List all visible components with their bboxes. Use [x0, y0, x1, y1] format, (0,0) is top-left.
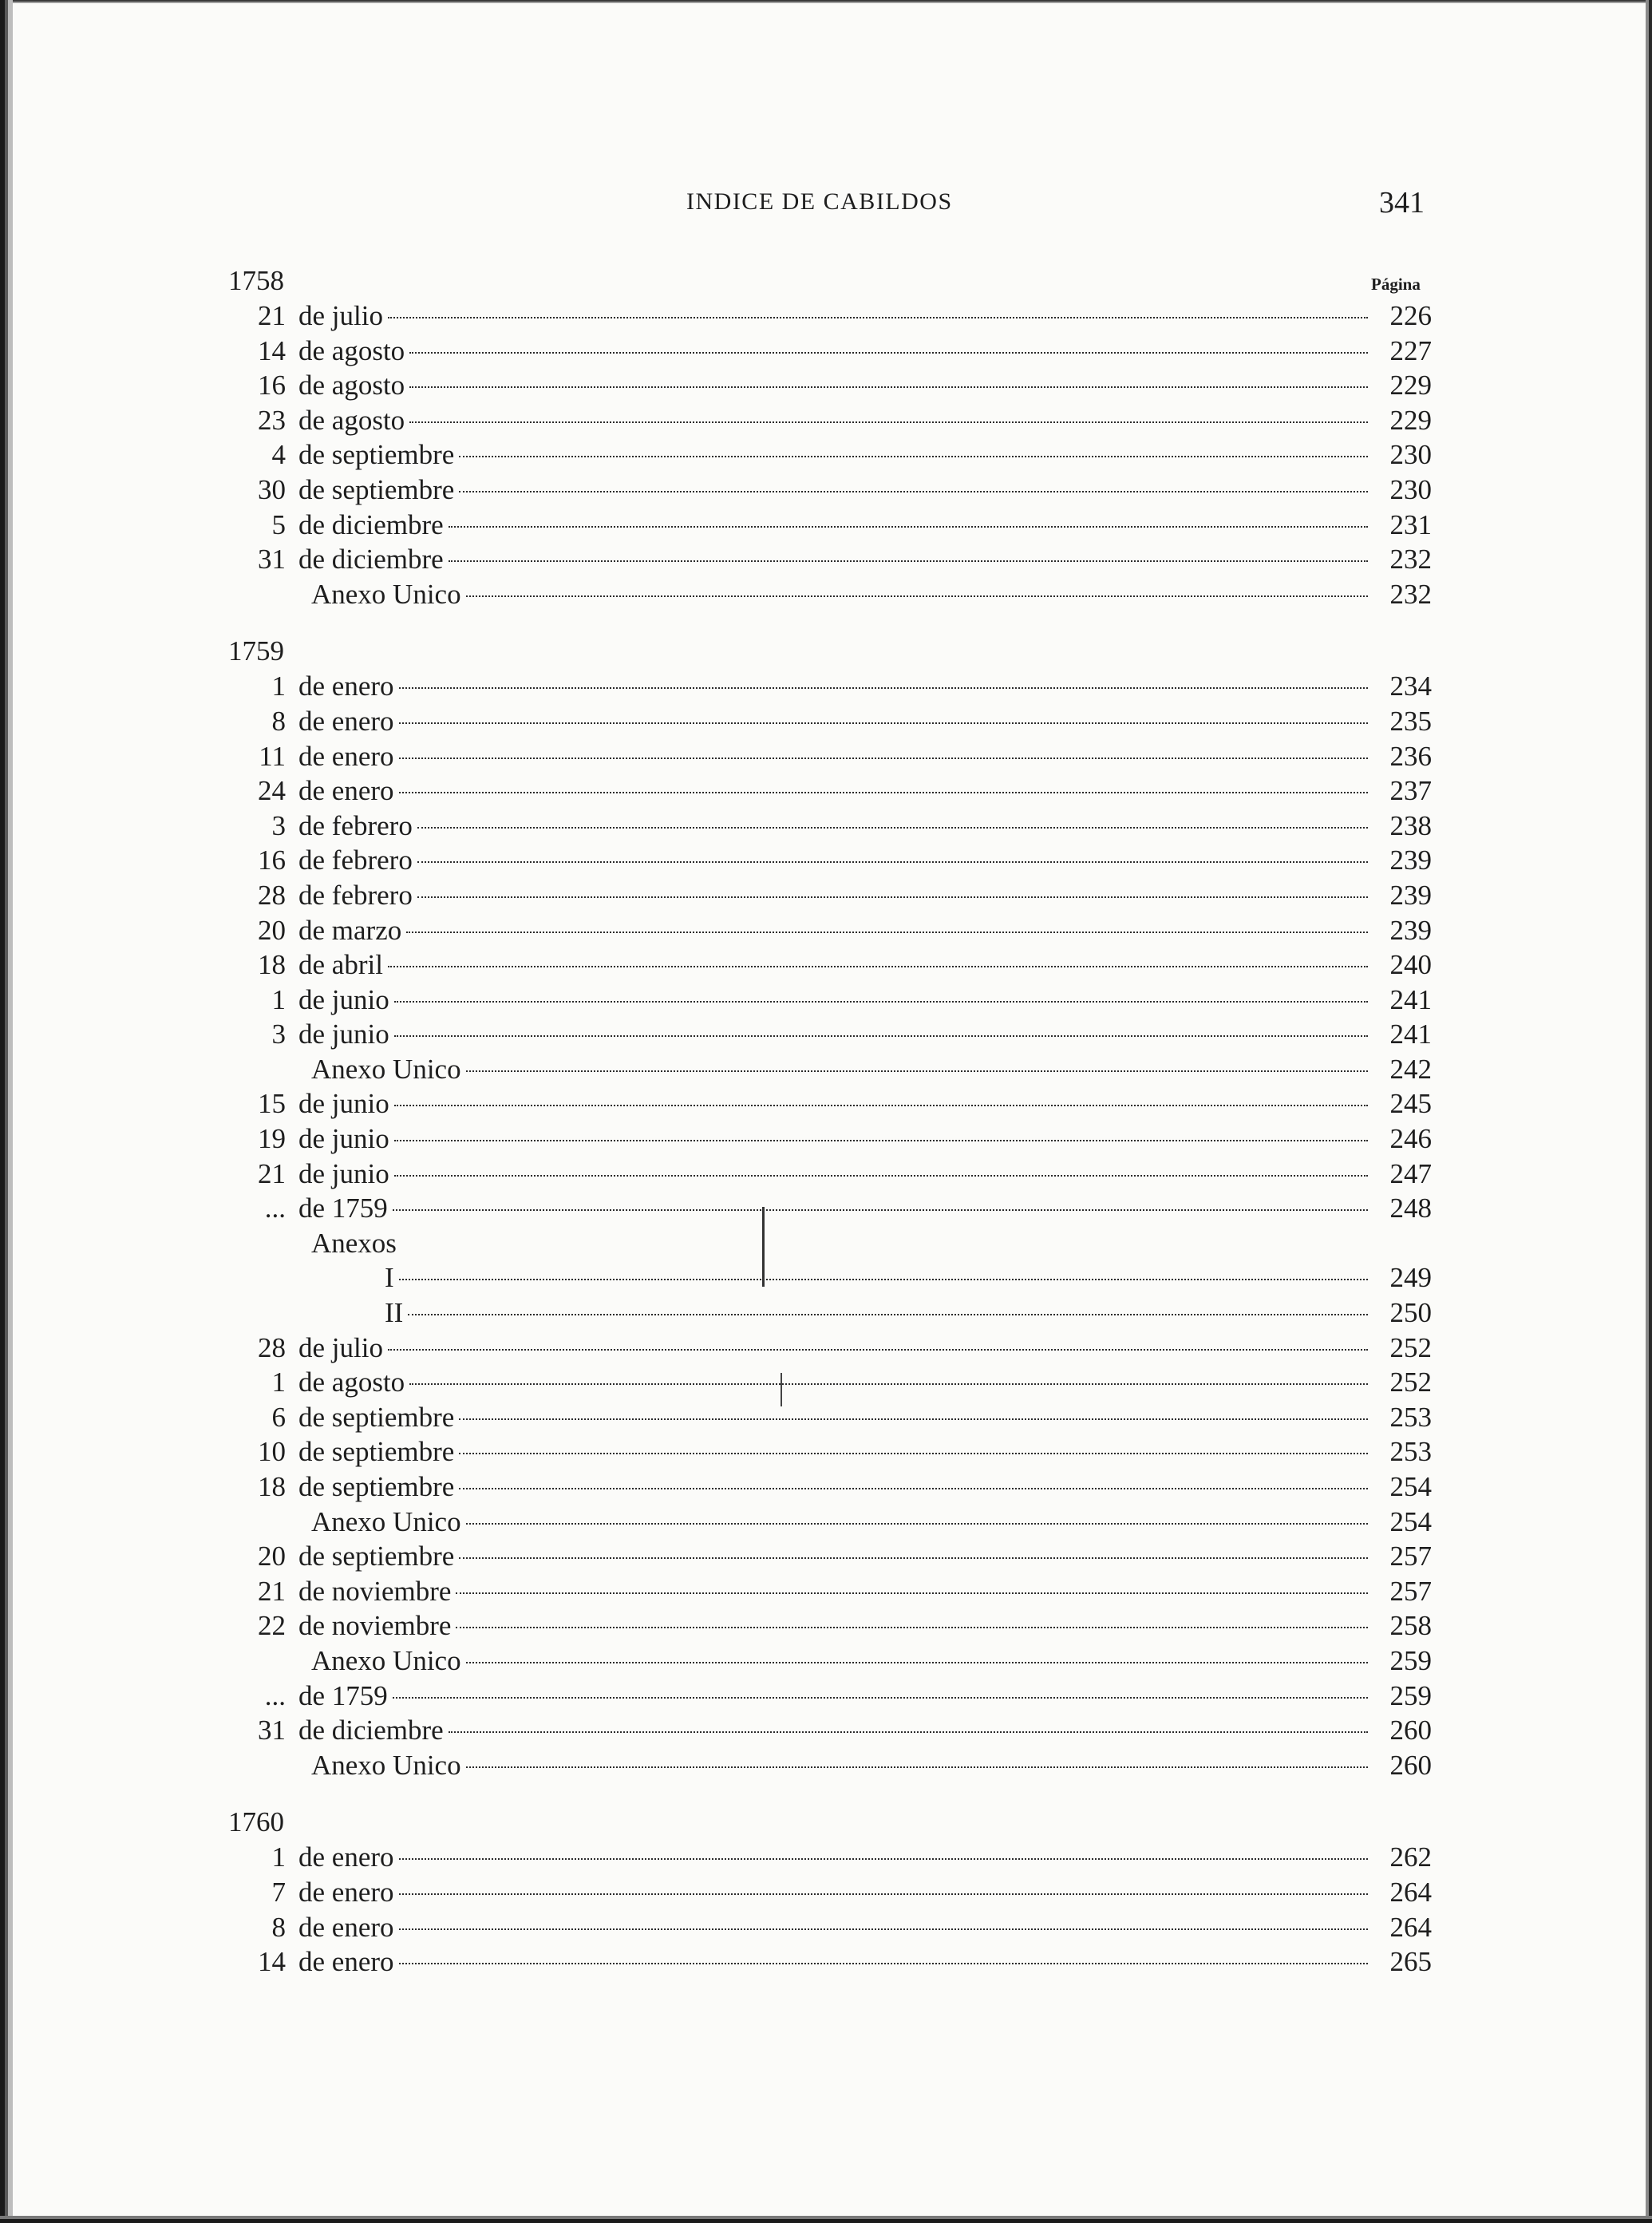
index-entry	[225, 403, 1432, 438]
dot-leader	[417, 827, 1368, 829]
entry-page-number: 246	[1389, 1123, 1432, 1155]
dot-leader	[399, 1928, 1368, 1930]
dot-leader	[459, 491, 1368, 492]
dot-leader	[417, 861, 1368, 863]
entry-label: de enero	[298, 670, 394, 702]
entry-page-number: 234	[1389, 670, 1432, 702]
entry-label: Anexo Unico	[311, 1644, 461, 1676]
index-entry	[225, 1505, 1432, 1540]
entry-label: de enero	[298, 775, 394, 807]
entry-page-number: 252	[1389, 1367, 1432, 1398]
entry-label: de enero	[298, 740, 394, 772]
entry-page-number: 262	[1389, 1841, 1432, 1873]
index-entry	[225, 437, 1432, 473]
entry-page-number: 232	[1389, 544, 1432, 576]
dot-leader	[388, 966, 1368, 967]
entry-label: de 1759	[298, 1679, 388, 1711]
entry-label: de marzo	[298, 914, 402, 946]
index-entry	[225, 1365, 1432, 1400]
entry-page-number: 252	[1389, 1331, 1432, 1363]
entry-page-number: 226	[1389, 300, 1432, 331]
dot-leader	[409, 421, 1368, 423]
entry-page-number: 235	[1389, 705, 1432, 737]
entry-label: de noviembre	[298, 1575, 452, 1607]
entry-day: 20	[258, 914, 286, 946]
entry-page-number: 232	[1389, 578, 1432, 610]
entry-label: de enero	[298, 1841, 394, 1873]
entry-day: 21	[258, 1157, 286, 1189]
entry-day: 19	[258, 1123, 286, 1155]
entry-day: 30	[258, 473, 286, 505]
year-heading: 1758	[228, 265, 284, 296]
entry-day: 11	[259, 740, 286, 772]
dot-leader	[449, 1731, 1368, 1733]
entry-day: 15	[258, 1088, 286, 1120]
index-entry	[225, 1157, 1432, 1192]
entry-day: 8	[271, 705, 286, 737]
entry-day: 1	[271, 1841, 286, 1873]
entry-day: 1	[271, 670, 286, 702]
entry-label: II	[385, 1297, 404, 1329]
entry-day: ...	[264, 1679, 286, 1711]
dot-leader	[393, 1209, 1368, 1211]
dot-leader	[409, 352, 1368, 354]
dot-leader	[388, 1349, 1368, 1351]
entry-day: 4	[271, 439, 286, 471]
entry-page-number: 227	[1389, 334, 1432, 366]
entry-day: 3	[271, 1019, 286, 1050]
index-entry	[225, 878, 1432, 913]
entry-page-number: 241	[1389, 1019, 1432, 1050]
entry-day: 20	[258, 1541, 286, 1572]
section-gap	[225, 611, 1432, 634]
index-entry	[225, 669, 1432, 704]
entry-page-number: 259	[1389, 1679, 1432, 1711]
entry-page-number: 257	[1389, 1575, 1432, 1607]
entry-label: de septiembre	[298, 1541, 455, 1572]
entry-label: de enero	[298, 1911, 394, 1943]
entry-label: de abril	[298, 949, 383, 981]
index-entry	[225, 1052, 1432, 1087]
dot-leader	[466, 1523, 1368, 1525]
index-entry	[225, 1574, 1432, 1609]
entry-label: de septiembre	[298, 1401, 455, 1433]
dot-leader	[408, 1314, 1368, 1315]
index-entry	[225, 913, 1432, 948]
entry-page-number: 236	[1389, 740, 1432, 772]
index-entry	[225, 947, 1432, 983]
entry-page-number: 250	[1389, 1297, 1432, 1329]
entry-label: de febrero	[298, 845, 413, 876]
index-entry	[225, 1748, 1432, 1783]
entry-page-number: 237	[1389, 775, 1432, 807]
entry-day: 16	[258, 845, 286, 876]
entry-day: 8	[271, 1911, 286, 1943]
index-entry	[225, 1331, 1432, 1366]
entry-label: de septiembre	[298, 1436, 455, 1468]
entry-page-number: 239	[1389, 914, 1432, 946]
entry-page-number: 260	[1389, 1749, 1432, 1781]
index-entry	[225, 1875, 1432, 1910]
entry-label: de junio	[298, 1088, 389, 1120]
page-edge-left	[0, 0, 21, 2223]
entry-label: Anexo Unico	[311, 1505, 461, 1537]
entry-page-number: 254	[1389, 1471, 1432, 1502]
index-entry	[225, 1017, 1432, 1052]
page-edge-bottom	[0, 2210, 1652, 2223]
entry-day: 23	[258, 404, 286, 436]
index-entry	[225, 1400, 1432, 1435]
index-entry	[225, 334, 1432, 369]
index-entry	[225, 1910, 1432, 1945]
page-edge-right	[1636, 0, 1652, 2223]
entry-page-number: 245	[1389, 1088, 1432, 1120]
entry-page-number: 239	[1389, 845, 1432, 876]
dot-leader	[399, 722, 1368, 724]
entry-day: 16	[258, 370, 286, 401]
index-entry	[225, 1434, 1432, 1469]
entry-page-number: 229	[1389, 404, 1432, 436]
dot-leader	[394, 1140, 1368, 1141]
entry-label: de enero	[298, 1876, 394, 1908]
entry-label: de diciembre	[298, 544, 444, 576]
entry-label: de diciembre	[298, 1715, 444, 1746]
entry-day: 28	[258, 1331, 286, 1363]
entry-page-number: 258	[1389, 1610, 1432, 1642]
dot-leader	[456, 1592, 1368, 1594]
index-entry	[225, 1840, 1432, 1875]
year-heading: 1760	[228, 1806, 284, 1838]
entry-day: 1	[271, 1367, 286, 1398]
entry-day: 7	[271, 1876, 286, 1908]
dot-leader	[399, 1893, 1368, 1895]
dot-leader	[449, 560, 1368, 562]
entry-label: de febrero	[298, 809, 413, 841]
dot-leader	[394, 1035, 1368, 1037]
dot-leader	[456, 1627, 1368, 1628]
entry-day: 1	[271, 983, 286, 1015]
entry-day: 31	[258, 544, 286, 576]
entry-label: I	[385, 1262, 394, 1294]
dot-leader	[394, 1001, 1368, 1003]
entry-label: de 1759	[298, 1193, 388, 1224]
entry-page-number: 230	[1389, 473, 1432, 505]
entry-label: de junio	[298, 1123, 389, 1155]
scan-artifact-mark	[762, 1207, 765, 1287]
scan-artifact-mark	[781, 1373, 782, 1406]
entry-day: 10	[258, 1436, 286, 1468]
index-entry	[225, 1469, 1432, 1505]
entry-page-number: 259	[1389, 1644, 1432, 1676]
dot-leader	[449, 526, 1368, 528]
index-entry	[225, 1260, 1432, 1295]
entry-day: 22	[258, 1610, 286, 1642]
entry-label: de septiembre	[298, 473, 455, 505]
index-entry	[225, 1539, 1432, 1574]
dot-leader	[459, 456, 1368, 457]
entry-page-number: 231	[1389, 508, 1432, 540]
page-edge-top	[0, 0, 1652, 6]
section-gap	[225, 1782, 1432, 1805]
entry-page-number: 239	[1389, 879, 1432, 911]
index-entry	[225, 368, 1432, 403]
entry-page-number: 253	[1389, 1401, 1432, 1433]
entry-day: 24	[258, 775, 286, 807]
entry-label: Anexo Unico	[311, 1053, 461, 1085]
entry-day: 18	[258, 949, 286, 981]
dot-leader	[399, 792, 1368, 793]
dot-leader	[393, 1697, 1368, 1699]
index-entry	[225, 508, 1432, 543]
entry-day: 28	[258, 879, 286, 911]
entry-label: de junio	[298, 1019, 389, 1050]
entry-page-number: 248	[1389, 1193, 1432, 1224]
index-entry	[225, 577, 1432, 612]
dot-leader	[417, 896, 1368, 898]
cabildo-index	[225, 263, 1432, 1980]
entry-label: Anexos	[311, 1227, 397, 1259]
dot-leader	[466, 595, 1368, 597]
dot-leader	[459, 1557, 1368, 1559]
index-entry	[225, 1191, 1432, 1226]
index-entry	[225, 1226, 1432, 1261]
dot-leader	[466, 1070, 1368, 1072]
entry-label: de agosto	[298, 370, 405, 401]
index-entry	[225, 1644, 1432, 1679]
entry-label: de noviembre	[298, 1610, 452, 1642]
index-entry	[225, 773, 1432, 809]
index-entry	[225, 1944, 1432, 1980]
entry-page-number: 264	[1389, 1911, 1432, 1943]
dot-leader	[399, 757, 1368, 759]
entry-page-number: 229	[1389, 370, 1432, 401]
entry-label: Anexo Unico	[311, 578, 461, 610]
dot-leader	[399, 1858, 1368, 1860]
index-entry	[225, 1086, 1432, 1121]
entry-label: de enero	[298, 705, 394, 737]
entry-page-number: 257	[1389, 1541, 1432, 1572]
page-number: 341	[1379, 186, 1425, 220]
running-title: INDICE DE CABILDOS	[686, 188, 953, 215]
entry-page-number: 254	[1389, 1505, 1432, 1537]
index-entry	[225, 843, 1432, 878]
entry-day: 31	[258, 1715, 286, 1746]
index-entry	[225, 1713, 1432, 1748]
index-entry	[225, 299, 1432, 334]
dot-leader	[406, 932, 1368, 933]
entry-label: de septiembre	[298, 439, 455, 471]
entry-page-number: 240	[1389, 949, 1432, 981]
index-entry	[225, 704, 1432, 739]
entry-label: de agosto	[298, 1367, 405, 1398]
entry-page-number: 264	[1389, 1876, 1432, 1908]
entry-day: 18	[258, 1471, 286, 1502]
entry-page-number: 230	[1389, 439, 1432, 471]
entry-day: 3	[271, 809, 286, 841]
dot-leader	[394, 1175, 1368, 1177]
index-entry	[225, 983, 1432, 1018]
entry-label: de febrero	[298, 879, 413, 911]
entry-page-number: 260	[1389, 1715, 1432, 1746]
entry-label: de junio	[298, 1157, 389, 1189]
index-entry	[225, 1121, 1432, 1157]
dot-leader	[459, 1418, 1368, 1420]
entry-page-number: 253	[1389, 1436, 1432, 1468]
entry-label: de agosto	[298, 334, 405, 366]
year-heading: 1759	[228, 635, 284, 667]
entry-label: de julio	[298, 1331, 383, 1363]
entry-label: de agosto	[298, 404, 405, 436]
index-entry	[225, 1679, 1432, 1714]
entry-day: 21	[258, 1575, 286, 1607]
entry-day: 21	[258, 300, 286, 331]
entry-label: de diciembre	[298, 508, 444, 540]
dot-leader	[409, 386, 1368, 388]
entry-day: 14	[258, 1946, 286, 1978]
entry-page-number: 247	[1389, 1157, 1432, 1189]
dot-leader	[399, 1963, 1368, 1964]
entry-page-number: 242	[1389, 1053, 1432, 1085]
index-entry	[225, 542, 1432, 577]
index-entry	[225, 1295, 1432, 1331]
entry-label: de julio	[298, 300, 383, 331]
index-entry	[225, 809, 1432, 844]
entry-day: 14	[258, 334, 286, 366]
entry-day: ...	[264, 1193, 286, 1224]
entry-page-number: 238	[1389, 809, 1432, 841]
entry-page-number: 265	[1389, 1946, 1432, 1978]
dot-leader	[388, 317, 1368, 318]
entry-day: 6	[271, 1401, 286, 1433]
entry-label: de septiembre	[298, 1471, 455, 1502]
page-column-label: Página	[1371, 275, 1421, 294]
dot-leader	[409, 1383, 1368, 1385]
index-entry	[225, 739, 1432, 774]
entry-label: de junio	[298, 983, 389, 1015]
entry-day: 5	[271, 508, 286, 540]
dot-leader	[466, 1662, 1368, 1663]
dot-leader	[459, 1488, 1368, 1489]
dot-leader	[399, 687, 1368, 689]
dot-leader	[459, 1453, 1368, 1454]
dot-leader	[399, 1279, 1368, 1280]
index-entry	[225, 473, 1432, 508]
entry-page-number: 241	[1389, 983, 1432, 1015]
entry-page-number: 249	[1389, 1262, 1432, 1294]
index-entry	[225, 1608, 1432, 1644]
entry-label: Anexo Unico	[311, 1749, 461, 1781]
dot-leader	[466, 1766, 1368, 1768]
dot-leader	[394, 1105, 1368, 1106]
entry-label: de enero	[298, 1946, 394, 1978]
